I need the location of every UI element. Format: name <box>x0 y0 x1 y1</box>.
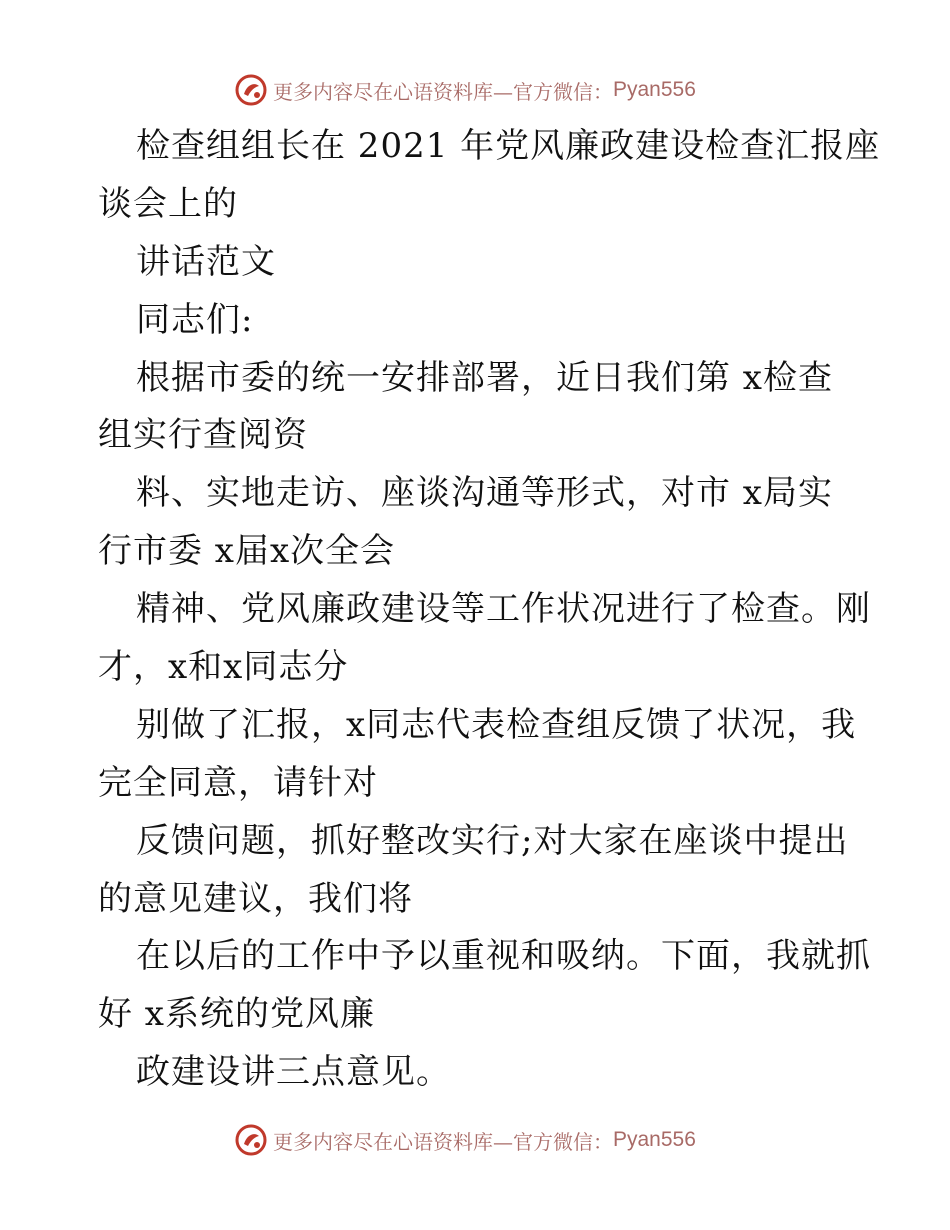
document-line: 才，x和x同志分 <box>98 647 349 688</box>
document-line: 反馈问题，抓好整改实行;对大家在座谈中提出 <box>136 820 849 861</box>
document-line: 好 x系统的党风廉 <box>98 994 375 1035</box>
red-circular-logo-icon <box>235 74 267 106</box>
document-line: 谈会上的 <box>98 183 238 224</box>
document-line: 精神、党风廉政建设等工作状况进行了检查。刚 <box>136 589 871 630</box>
watermark-wechat-id: Pyan556 <box>613 1128 696 1151</box>
document-line: 完全同意，请针对 <box>98 762 378 803</box>
document-line: 检查组组长在 2021 年党风廉政建设检查汇报座 <box>136 126 881 166</box>
document-line: 根据市委的统一安排部署，近日我们第 x检查 <box>136 357 833 398</box>
document-line: 的意见建议，我们将 <box>98 878 413 919</box>
watermark-text: 更多内容尽在心语资料库—官方微信： <box>273 79 613 104</box>
document-line: 政建设讲三点意见。 <box>136 1052 451 1093</box>
watermark-text: 更多内容尽在心语资料库—官方微信： <box>273 1129 613 1154</box>
document-line: 行市委 x届x次全会 <box>98 531 396 572</box>
document-line: 别做了汇报，x同志代表检查组反馈了状况，我 <box>136 704 857 745</box>
document-line: 讲话范文 <box>136 241 276 282</box>
footer-watermark <box>235 1123 696 1157</box>
red-circular-logo-icon <box>235 1124 267 1156</box>
header-watermark <box>235 73 696 107</box>
document-line: 在以后的工作中予以重视和吸纳。下面，我就抓 <box>136 936 871 977</box>
document-body <box>98 118 881 1102</box>
document-line: 组实行查阅资 <box>98 415 308 456</box>
document-line: 同志们: <box>136 299 254 340</box>
watermark-wechat-id: Pyan556 <box>613 78 696 101</box>
document-line: 料、实地走访、座谈沟通等形式，对市 x局实 <box>136 473 833 514</box>
